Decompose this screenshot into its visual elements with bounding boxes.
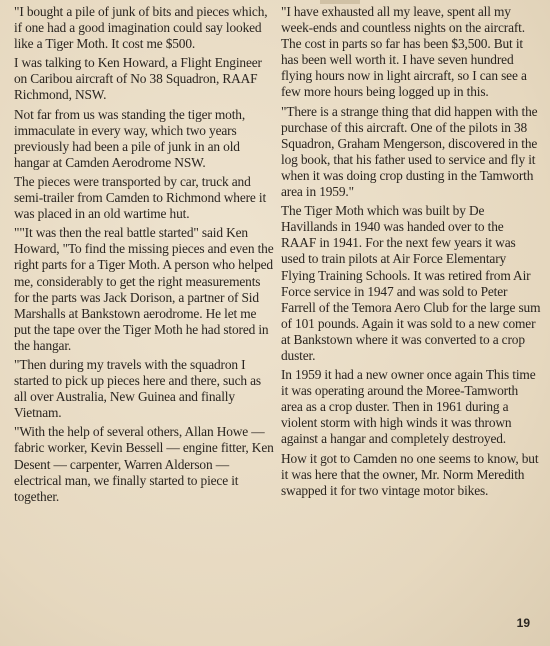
left-column (14, 4, 276, 508)
paragraph: "With the help of several others, Allan Howe — fabric worker, Kevin Bessell — engine fitter, Ken Desent — carpenter, Warren Alderson — electrical man, we finally started to piece it together. (14, 424, 274, 504)
paragraph: The pieces were transported by car, truck and semi-trailer from Camden to Richmond where it was placed in an old wartime hut. (14, 173, 267, 222)
paragraph: "I have exhausted all my leave, spent all my week-ends and countless nights on the aircraft. The cost in parts so far has been $3,500. But it has been well worth it. I have seven hundred flying hours now in light aircraft, so I can see a few more hours being logged up in this. (281, 4, 527, 100)
paragraph: How it got to Camden no one seems to know, but it was here that the owner, Mr. Norm Meredith swapped it for two vintage motor bikes. (281, 450, 539, 498)
paragraph: "There is a strange thing that did happen with the purchase of this aircraft. One of the pilots in 38 Squadron, Graham Mengerson, discovered in the log book, that his father used to service and fly it when it was doing crop dusting in the Tamworth area in 1959." (281, 103, 538, 200)
paragraph: Not far from us was standing the tiger moth, immaculate in every way, which two years previously had been a pile of junk in an old hangar at Camden Aerodrome NSW. (14, 106, 246, 170)
paragraph: I was talking to Ken Howard, a Flight Engineer on Caribou aircraft of No 38 Squadron, RAAF Richmond, NSW. (14, 55, 262, 103)
page-number: 19 (516, 616, 530, 630)
paragraph: ""It was then the real battle started" said Ken Howard, "To find the missing pieces and even the right parts for a Tiger Moth. A person who helped me, considerably to get the right measurements for the parts was Jack Dorison, a partner of Sid Marshalls at Bankstown aerodrome. He let me put the tape over the Tiger Moth he had stored in the hangar. (14, 225, 274, 353)
paragraph: In 1959 it had a new owner once again This time it was operating around the Moree-Tamworth area as a crop duster. Then in 1961 during a violent storm with high winds it was thrown against a hangar and completely destroyed. (281, 367, 536, 447)
paragraph: The Tiger Moth which was built by De Havillands in 1940 was handed over to the RAAF in 1941. For the next few years it was used to train pilots at Air Force Elementary Flying Training Schools. It was retired from Air Force service in 1947 and was sold to Peter Farrell of the Temora Aero Club for the large sum of 101 pounds. Again it was sold to a new comer at Bankstown where it was converted to a crop duster. (281, 203, 541, 363)
paragraph: "Then during my travels with the squadron I started to pick up pieces here and there, such as all over Australia, New Guinea and finally Vietnam. (14, 356, 261, 421)
paragraph: "I bought a pile of junk of bits and pieces which, if one had a good imagination could say looked like a Tiger Moth. It cost me $500. (14, 4, 268, 52)
right-column (281, 4, 541, 502)
